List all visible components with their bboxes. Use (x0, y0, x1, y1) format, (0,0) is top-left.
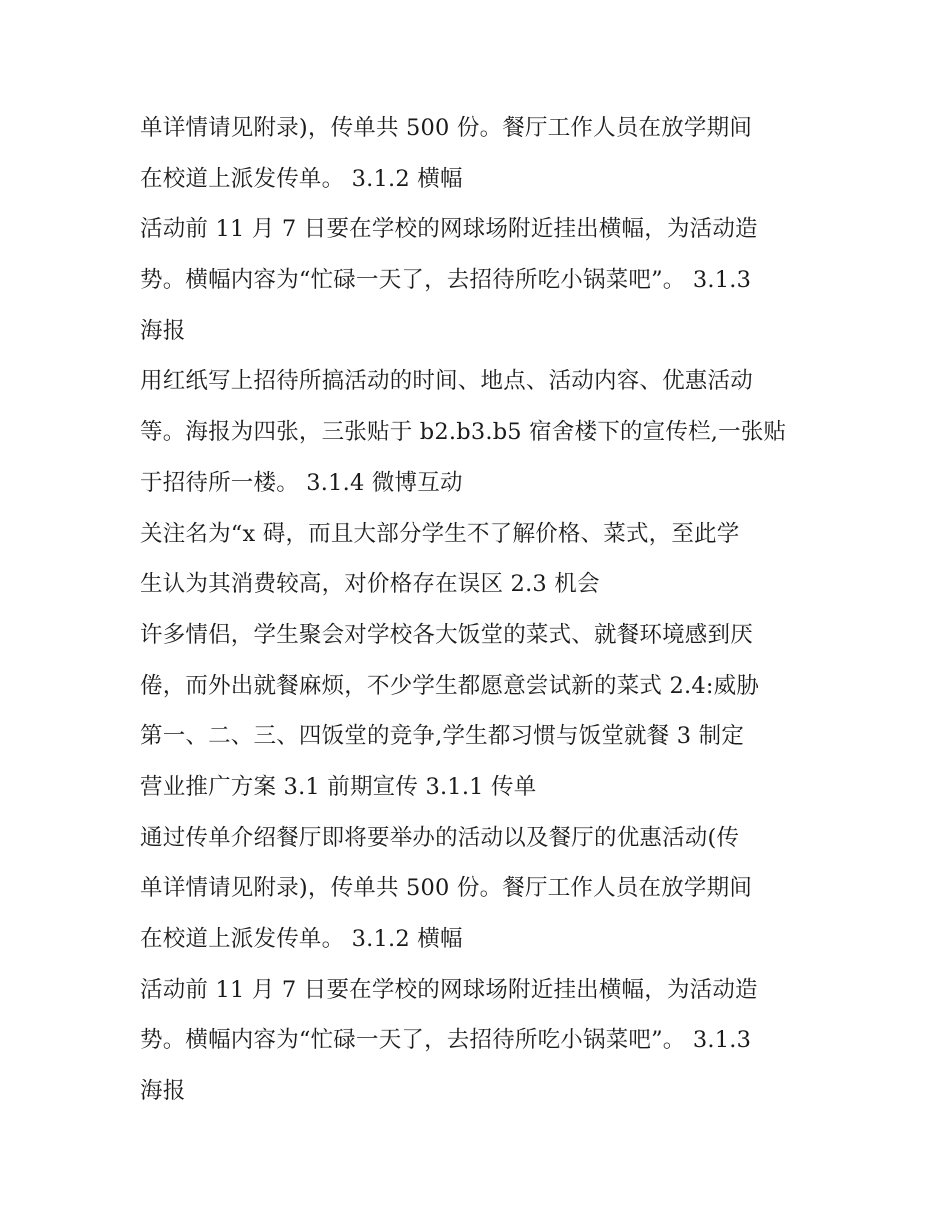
text-line: 势。横幅内容为“忙碌一天了，去招待所吃小锅菜吧”。 3.1.3 (140, 267, 752, 294)
text-line: 单详情请见附录)，传单共 500 份。餐厅工作人员在放学期间 (140, 875, 753, 902)
text-line: 生认为其消费较高，对价格存在误区 2.3 机会 (140, 571, 600, 598)
text-line: 用红纸写上招待所搞活动的时间、地点、活动内容、优惠活动 (140, 368, 753, 395)
text-line: 在校道上派发传单。 3.1.2 横幅 (140, 165, 463, 192)
text-line: 活动前 11 月 7 日要在学校的网球场附近挂出横幅，为活动造 (140, 976, 758, 1003)
text-line: 海报 (140, 1078, 186, 1105)
text-line: 势。横幅内容为“忙碌一天了，去招待所吃小锅菜吧”。 3.1.3 (140, 1027, 752, 1054)
text-line: 通过传单介绍餐厅即将要举办的活动以及餐厅的优惠活动(传 (140, 824, 740, 851)
text-line: 营业推广方案 3.1 前期宣传 3.1.1 传单 (140, 773, 537, 800)
text-line: 许多情侣，学生聚会对学校各大饭堂的菜式、就餐环境感到厌 (140, 621, 753, 648)
text-line: 第一、二、三、四饭堂的竞争,学生都习惯与饭堂就餐 3 制定 (140, 723, 745, 750)
document-body (140, 103, 820, 1117)
text-line: 于招待所一楼。 3.1.4 微博互动 (140, 469, 463, 496)
text-line: 海报 (140, 317, 186, 344)
text-line: 倦，而外出就餐麻烦，不少学生都愿意尝试新的菜式 2.4:威胁 (140, 672, 760, 699)
text-line: 等。海报为四张，三张贴于 b2.b3.b5 宿舍楼下的宣传栏,一张贴 (140, 419, 787, 446)
text-line: 在校道上派发传单。 3.1.2 横幅 (140, 926, 463, 952)
text-line: 单详情请见附录)，传单共 500 份。餐厅工作人员在放学期间 (140, 115, 753, 141)
text-line: 活动前 11 月 7 日要在学校的网球场附近挂出横幅，为活动造 (140, 216, 758, 243)
text-line: 关注名为“x 碍，而且大部分学生不了解价格、菜式，至此学 (140, 520, 740, 547)
